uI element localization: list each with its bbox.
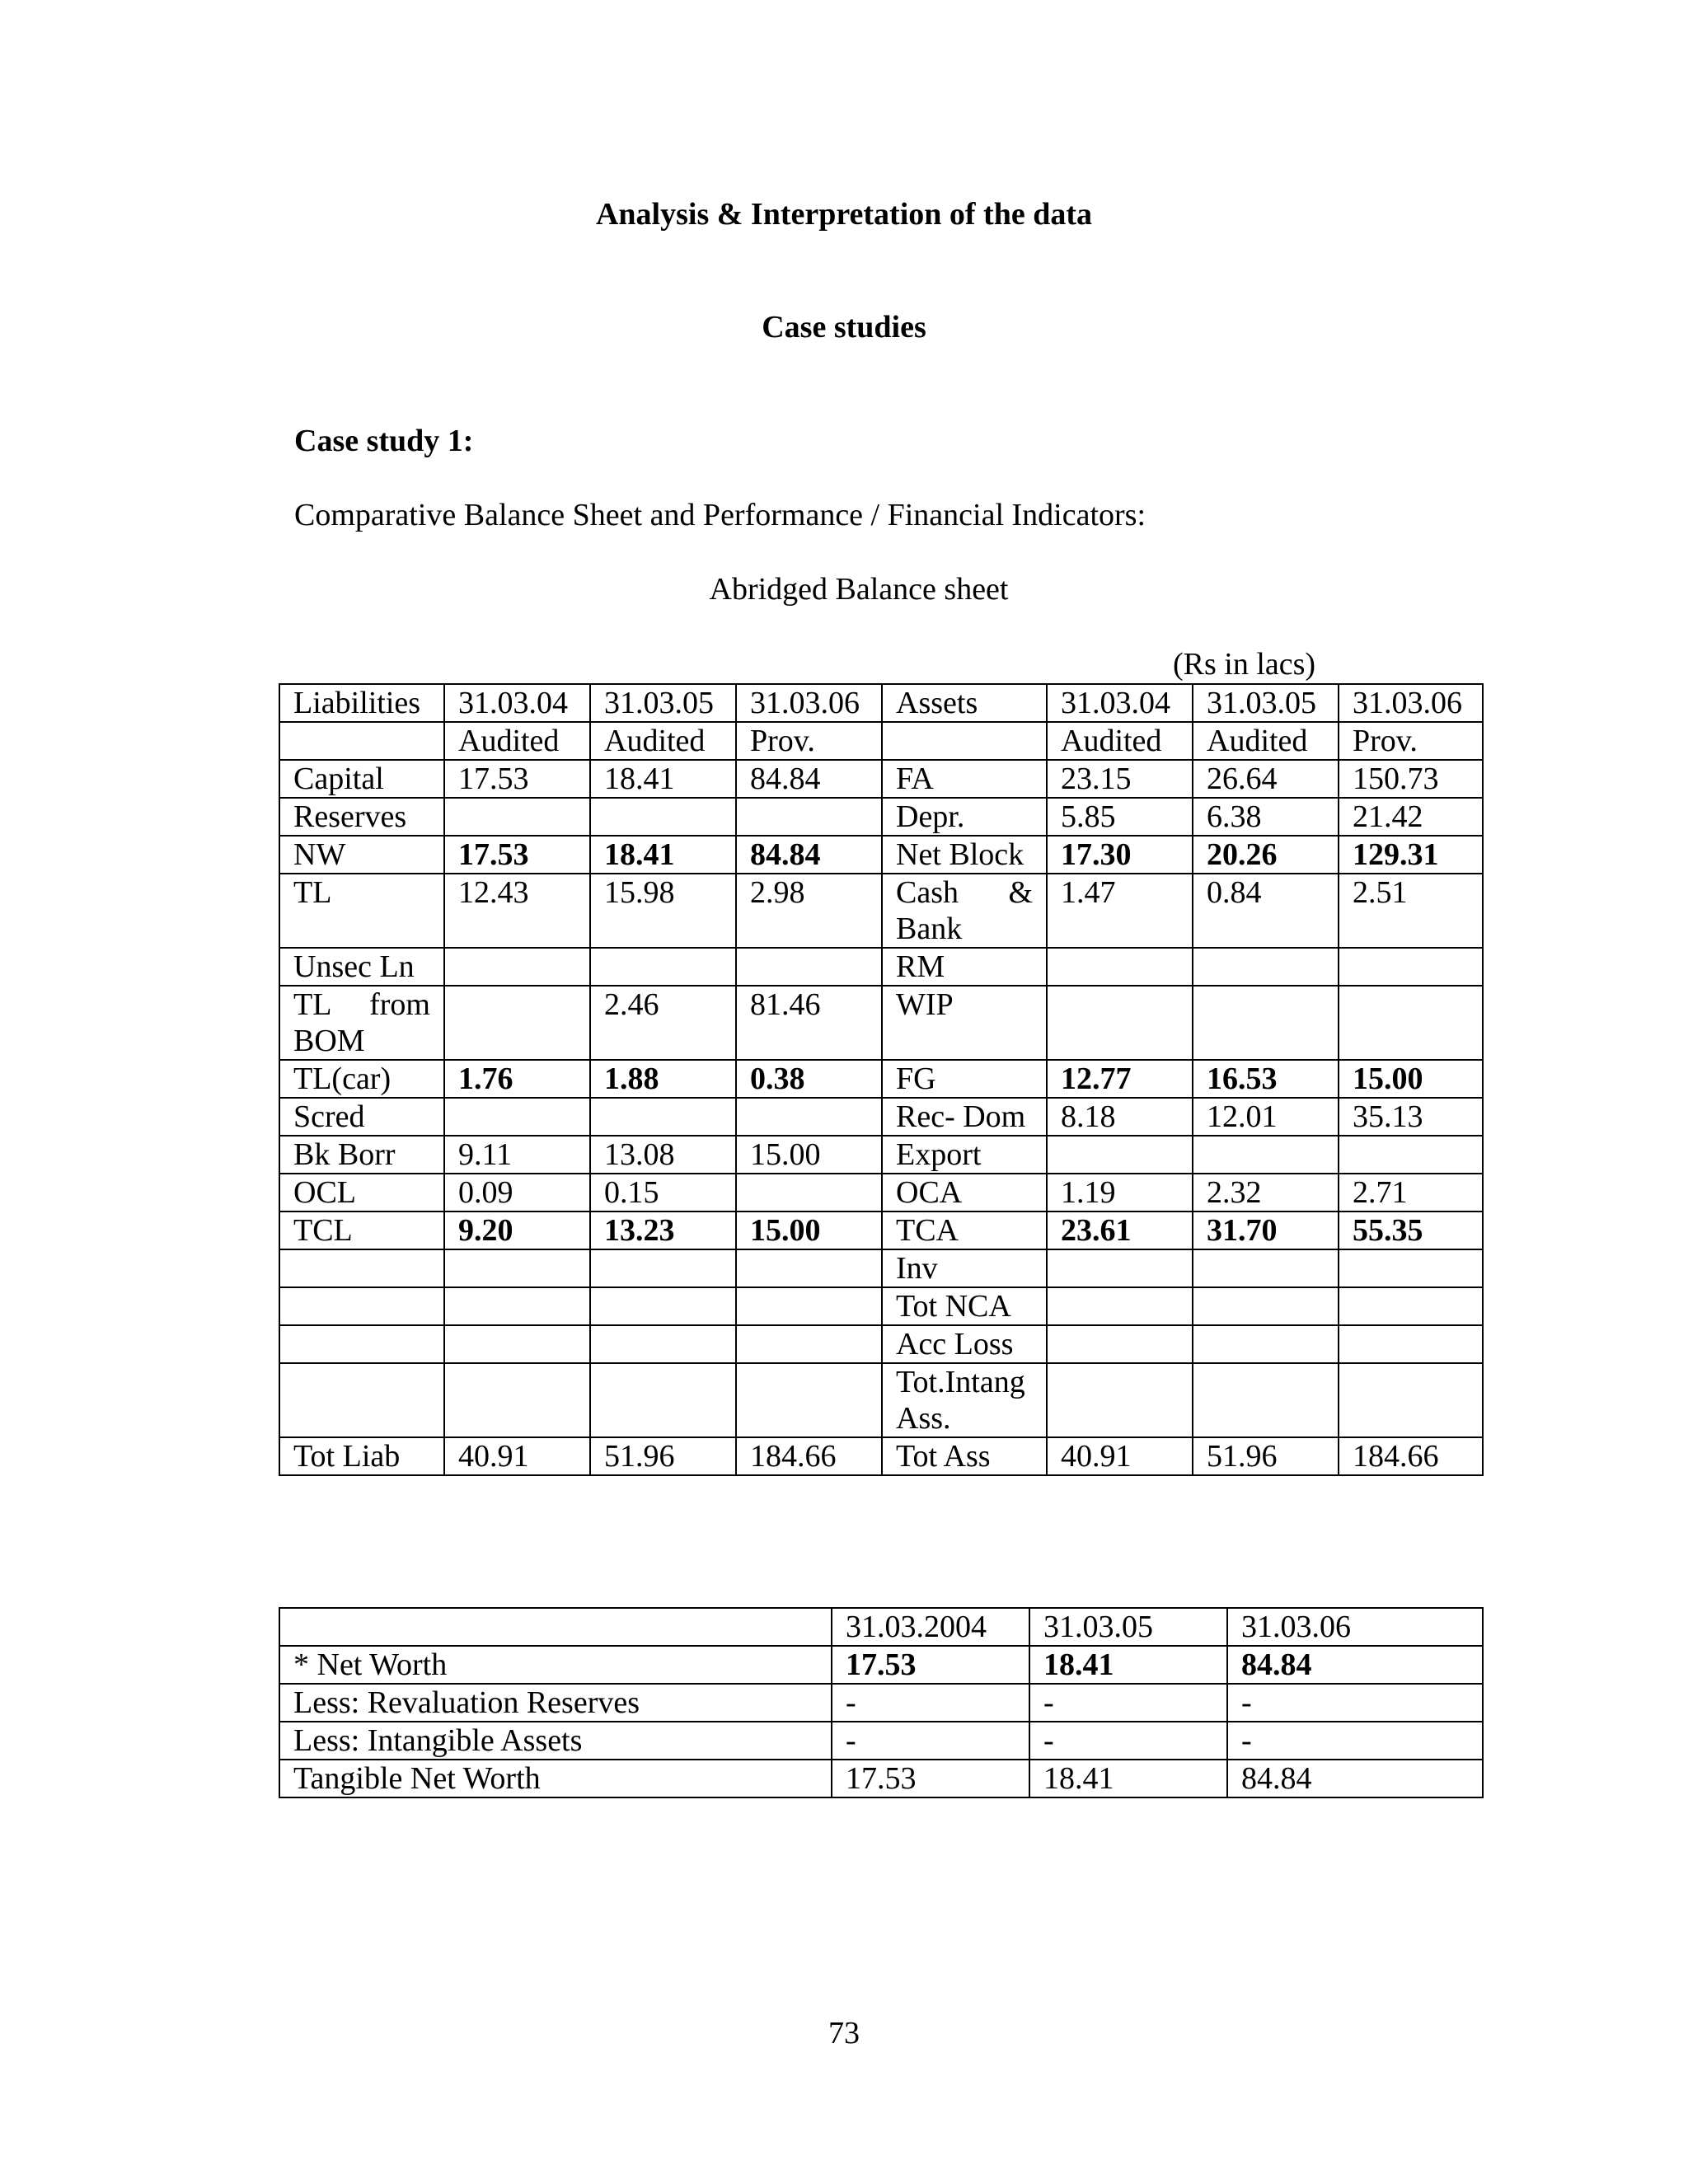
table-cell (1047, 1249, 1193, 1287)
table-cell: Capital (279, 760, 444, 798)
table-cell: - (832, 1722, 1029, 1760)
table-cell (1047, 948, 1193, 986)
table-cell: 84.84 (1227, 1760, 1483, 1797)
table-cell (736, 1325, 882, 1363)
table-row (279, 948, 1483, 986)
table-cell (444, 1325, 590, 1363)
table-cell: 2.46 (590, 986, 736, 1060)
table-cell: 1.76 (444, 1060, 590, 1098)
table-cell: Less: Intangible Assets (279, 1722, 832, 1760)
table-cell (590, 1098, 736, 1136)
table-cell (736, 1287, 882, 1325)
table-row (279, 1136, 1483, 1174)
table-cell: - (1227, 1684, 1483, 1722)
table-cell: 16.53 (1193, 1060, 1339, 1098)
page-title: Analysis & Interpretation of the data (595, 197, 1092, 232)
table-cell: - (1029, 1722, 1227, 1760)
table-cell (1047, 1287, 1193, 1325)
table-cell: FA (882, 760, 1047, 798)
table-cell: 40.91 (1047, 1437, 1193, 1475)
table-cell: Audited (590, 722, 736, 760)
table-cell: 84.84 (736, 760, 882, 798)
table-cell: 12.77 (1047, 1060, 1193, 1098)
table-cell (590, 1363, 736, 1437)
table-cell: 55.35 (1339, 1212, 1483, 1249)
table-cell: Unsec Ln (279, 948, 444, 986)
table-cell (736, 948, 882, 986)
table-row (279, 1098, 1483, 1136)
table-cell: 13.23 (590, 1212, 736, 1249)
table-cell: * Net Worth (279, 1646, 832, 1684)
table-cell (1047, 1325, 1193, 1363)
table-cell: 6.38 (1193, 798, 1339, 836)
table-cell: Tangible Net Worth (279, 1760, 832, 1797)
table-cell (1193, 1287, 1339, 1325)
table-cell: 18.41 (590, 836, 736, 874)
table-cell: 150.73 (1339, 760, 1483, 798)
table-row (279, 986, 1483, 1060)
table-cell: 0.84 (1193, 874, 1339, 948)
table-cell: 26.64 (1193, 760, 1339, 798)
table-cell: RM (882, 948, 1047, 986)
table-cell: 40.91 (444, 1437, 590, 1475)
table-cell: OCL (279, 1174, 444, 1212)
table-cell: 18.41 (1029, 1646, 1227, 1684)
table-cell (1339, 1363, 1483, 1437)
table-cell (1339, 1249, 1483, 1287)
table-cell: 81.46 (736, 986, 882, 1060)
table-cell: 2.98 (736, 874, 882, 948)
table-cell: FG (882, 1060, 1047, 1098)
table-cell: Tot.Intang Ass. (882, 1363, 1047, 1437)
table-cell (1047, 1363, 1193, 1437)
table-cell (1193, 948, 1339, 986)
table-row (279, 1608, 1483, 1646)
table-cell: 13.08 (590, 1136, 736, 1174)
table-cell: 1.88 (590, 1060, 736, 1098)
table-cell: - (1029, 1684, 1227, 1722)
table-cell: 15.00 (736, 1136, 882, 1174)
table-row (279, 1363, 1483, 1437)
table-cell (1339, 1136, 1483, 1174)
table-cell: TCA (882, 1212, 1047, 1249)
intro-text: Comparative Balance Sheet and Performance / Financial Indicators: (294, 498, 1146, 532)
table-cell (590, 798, 736, 836)
table-cell (1047, 986, 1193, 1060)
table-row (279, 836, 1483, 874)
table-cell: 21.42 (1339, 798, 1483, 836)
table-cell: Net Block (882, 836, 1047, 874)
table-cell (1193, 1136, 1339, 1174)
table-cell: 51.96 (1193, 1437, 1339, 1475)
table-cell (1193, 1249, 1339, 1287)
table-row (279, 1212, 1483, 1249)
table-cell (444, 1363, 590, 1437)
table-row (279, 1646, 1483, 1684)
table-cell: 23.15 (1047, 760, 1193, 798)
table-cell: 17.30 (1047, 836, 1193, 874)
table-cell: 31.03.04 (1047, 684, 1193, 722)
table-row (279, 1437, 1483, 1475)
table-cell: - (832, 1684, 1029, 1722)
table-cell: Assets (882, 684, 1047, 722)
table-cell: 1.47 (1047, 874, 1193, 948)
table-cell (590, 1325, 736, 1363)
table-cell: 184.66 (1339, 1437, 1483, 1475)
table-cell (882, 722, 1047, 760)
net-worth-body (279, 1608, 1483, 1797)
table-row (279, 760, 1483, 798)
table-cell: NW (279, 836, 444, 874)
table-cell: TL from BOM (279, 986, 444, 1060)
table-cell: 15.00 (1339, 1060, 1483, 1098)
table-cell: Audited (1047, 722, 1193, 760)
table-row (279, 1287, 1483, 1325)
table-cell: 5.85 (1047, 798, 1193, 836)
table-cell: 31.03.05 (1029, 1608, 1227, 1646)
table-cell: 2.32 (1193, 1174, 1339, 1212)
table-cell: 17.53 (832, 1646, 1029, 1684)
table-cell: 12.01 (1193, 1098, 1339, 1136)
table-cell: Prov. (736, 722, 882, 760)
table-row (279, 798, 1483, 836)
table-cell: Cash & Bank (882, 874, 1047, 948)
table-cell: Liabilities (279, 684, 444, 722)
table-cell: 18.41 (590, 760, 736, 798)
table-cell: Reserves (279, 798, 444, 836)
table-cell: Tot Ass (882, 1437, 1047, 1475)
table-row (279, 1174, 1483, 1212)
table-cell: 84.84 (1227, 1646, 1483, 1684)
table-cell (279, 1287, 444, 1325)
table-cell: 8.18 (1047, 1098, 1193, 1136)
table-cell (279, 1363, 444, 1437)
table-cell: Tot Liab (279, 1437, 444, 1475)
table-cell (736, 1174, 882, 1212)
table-cell (736, 798, 882, 836)
balance-sheet-table (279, 683, 1484, 1476)
table-cell: 0.38 (736, 1060, 882, 1098)
table-row (279, 1684, 1483, 1722)
table-cell: 17.53 (444, 760, 590, 798)
table-cell: TL (279, 874, 444, 948)
table-cell (1047, 1136, 1193, 1174)
table-cell: 129.31 (1339, 836, 1483, 874)
table-title: Abridged Balance sheet (709, 572, 1009, 607)
table-cell (1339, 1287, 1483, 1325)
table-cell (1193, 1363, 1339, 1437)
table-row (279, 722, 1483, 760)
table-cell: Prov. (1339, 722, 1483, 760)
table-cell (444, 798, 590, 836)
table-row (279, 1325, 1483, 1363)
table-cell: Export (882, 1136, 1047, 1174)
table-cell (1193, 986, 1339, 1060)
table-cell: 31.03.2004 (832, 1608, 1029, 1646)
table-cell: 31.03.05 (590, 684, 736, 722)
table-cell: Audited (444, 722, 590, 760)
table-cell (279, 722, 444, 760)
table-cell (1339, 948, 1483, 986)
table-cell (590, 948, 736, 986)
table-cell: Acc Loss (882, 1325, 1047, 1363)
table-cell (1339, 986, 1483, 1060)
table-cell (1339, 1325, 1483, 1363)
unit-note: (Rs in lacs) (1173, 647, 1316, 682)
table-cell: Scred (279, 1098, 444, 1136)
table-cell: 84.84 (736, 836, 882, 874)
table-cell (444, 1287, 590, 1325)
table-cell: 51.96 (590, 1437, 736, 1475)
table-cell: 1.19 (1047, 1174, 1193, 1212)
table-row (279, 1249, 1483, 1287)
table-cell: Bk Borr (279, 1136, 444, 1174)
table-cell (736, 1363, 882, 1437)
table-cell: Less: Revaluation Reserves (279, 1684, 832, 1722)
table-cell: 2.71 (1339, 1174, 1483, 1212)
page-subtitle: Case studies (762, 310, 926, 344)
balance-sheet-body (279, 684, 1483, 1475)
table-cell: 9.20 (444, 1212, 590, 1249)
page-number: 73 (828, 2016, 860, 2050)
table-cell: 9.11 (444, 1136, 590, 1174)
table-cell: 12.43 (444, 874, 590, 948)
table-cell: TCL (279, 1212, 444, 1249)
table-row (279, 1060, 1483, 1098)
table-cell: 31.03.06 (1339, 684, 1483, 722)
table-cell (736, 1249, 882, 1287)
table-cell: 17.53 (444, 836, 590, 874)
table-cell: 0.15 (590, 1174, 736, 1212)
net-worth-table (279, 1607, 1484, 1798)
table-cell (444, 986, 590, 1060)
table-row (279, 1722, 1483, 1760)
table-cell (279, 1325, 444, 1363)
table-cell: 31.03.04 (444, 684, 590, 722)
case-heading: Case study 1: (294, 424, 474, 458)
table-cell: 184.66 (736, 1437, 882, 1475)
table-cell (279, 1249, 444, 1287)
table-cell (444, 1098, 590, 1136)
table-cell (590, 1249, 736, 1287)
table-cell: 15.98 (590, 874, 736, 948)
table-cell: 15.00 (736, 1212, 882, 1249)
table-cell: 23.61 (1047, 1212, 1193, 1249)
table-cell: 35.13 (1339, 1098, 1483, 1136)
table-cell (279, 1608, 832, 1646)
table-cell: TL(car) (279, 1060, 444, 1098)
table-cell: Tot NCA (882, 1287, 1047, 1325)
table-cell: - (1227, 1722, 1483, 1760)
table-cell (736, 1098, 882, 1136)
table-cell: WIP (882, 986, 1047, 1060)
table-cell: 2.51 (1339, 874, 1483, 948)
table-row (279, 1760, 1483, 1797)
table-cell: Depr. (882, 798, 1047, 836)
table-cell (590, 1287, 736, 1325)
table-cell: OCA (882, 1174, 1047, 1212)
table-cell: 31.03.06 (1227, 1608, 1483, 1646)
table-cell: Inv (882, 1249, 1047, 1287)
table-cell: 31.03.05 (1193, 684, 1339, 722)
table-cell: 20.26 (1193, 836, 1339, 874)
table-cell: 17.53 (832, 1760, 1029, 1797)
table-cell: Audited (1193, 722, 1339, 760)
table-cell: Rec- Dom (882, 1098, 1047, 1136)
table-cell (444, 1249, 590, 1287)
table-cell: 31.03.06 (736, 684, 882, 722)
table-row (279, 684, 1483, 722)
table-cell (1193, 1325, 1339, 1363)
table-cell: 18.41 (1029, 1760, 1227, 1797)
table-cell: 31.70 (1193, 1212, 1339, 1249)
table-cell (444, 948, 590, 986)
table-row (279, 874, 1483, 948)
table-cell: 0.09 (444, 1174, 590, 1212)
